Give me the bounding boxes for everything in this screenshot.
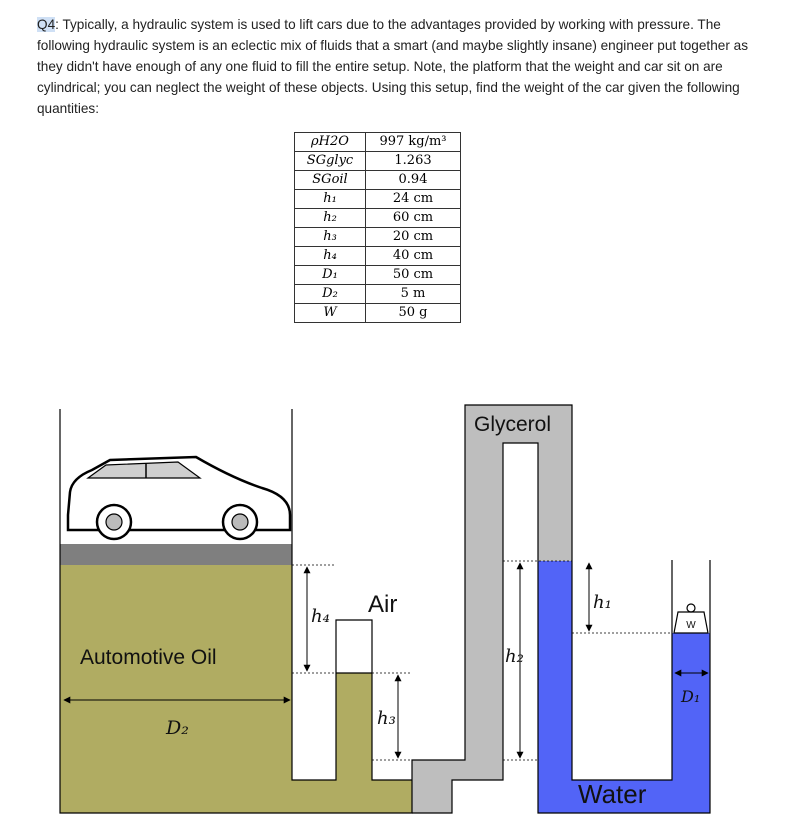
quantity-value: 20 cm bbox=[366, 228, 461, 247]
quantity-value: 5 m bbox=[366, 285, 461, 304]
d1-label: D₁ bbox=[681, 687, 701, 706]
oil-fluid bbox=[60, 565, 412, 813]
quantity-symbol: D₁ bbox=[295, 266, 366, 285]
quantity-symbol: SGglyc bbox=[295, 152, 366, 171]
weight-label: W bbox=[686, 620, 696, 631]
quantity-value: 50 cm bbox=[366, 266, 461, 285]
quantity-value: 60 cm bbox=[366, 209, 461, 228]
glycerol-label: Glycerol bbox=[474, 413, 552, 436]
quantity-symbol: h₁ bbox=[295, 190, 366, 209]
water-label: Water bbox=[578, 779, 647, 809]
quantity-value: 40 cm bbox=[366, 247, 461, 266]
oil-label: Automotive Oil bbox=[80, 646, 217, 669]
air-label: Air bbox=[368, 591, 398, 618]
quantity-value: 24 cm bbox=[366, 190, 461, 209]
quantity-symbol: h₄ bbox=[295, 247, 366, 266]
quantity-value: 0.94 bbox=[366, 171, 461, 190]
question-label: Q4 bbox=[37, 17, 56, 32]
problem-text: : Typically, a hydraulic system is used to lift cars due to the advantages provided by working with pressure. The following hydraulic system is an eclectic mix of fluids that a smart (and maybe slightly insane) engineer put together as they didn't have enough of any one fluid to fill the entire setup. Note, the platform that the weight and car sit on are cylindrical; you can neglect the weight of these objects. Using this setup, find the weight of the car given the following quantities: bbox=[37, 17, 748, 116]
d2-label: D₂ bbox=[166, 717, 189, 739]
quantity-symbol: h₂ bbox=[295, 209, 366, 228]
quantity-symbol: W bbox=[295, 304, 366, 323]
quantity-value: 997 kg/m³ bbox=[366, 133, 461, 152]
h3-label: h₃ bbox=[377, 708, 396, 729]
quantity-value: 1.263 bbox=[366, 152, 461, 171]
car-platform bbox=[60, 544, 292, 565]
car-icon bbox=[68, 457, 290, 539]
h1-label: h₁ bbox=[593, 592, 612, 613]
h2-label: h₂ bbox=[505, 646, 524, 667]
quantity-symbol: h₃ bbox=[295, 228, 366, 247]
quantity-symbol: SGoil bbox=[295, 171, 366, 190]
h4-label: h₄ bbox=[311, 606, 330, 627]
quantity-value: 50 g bbox=[366, 304, 461, 323]
weight-icon bbox=[674, 604, 708, 633]
quantity-symbol: ρH2O bbox=[295, 133, 366, 152]
quantity-symbol: D₂ bbox=[295, 285, 366, 304]
